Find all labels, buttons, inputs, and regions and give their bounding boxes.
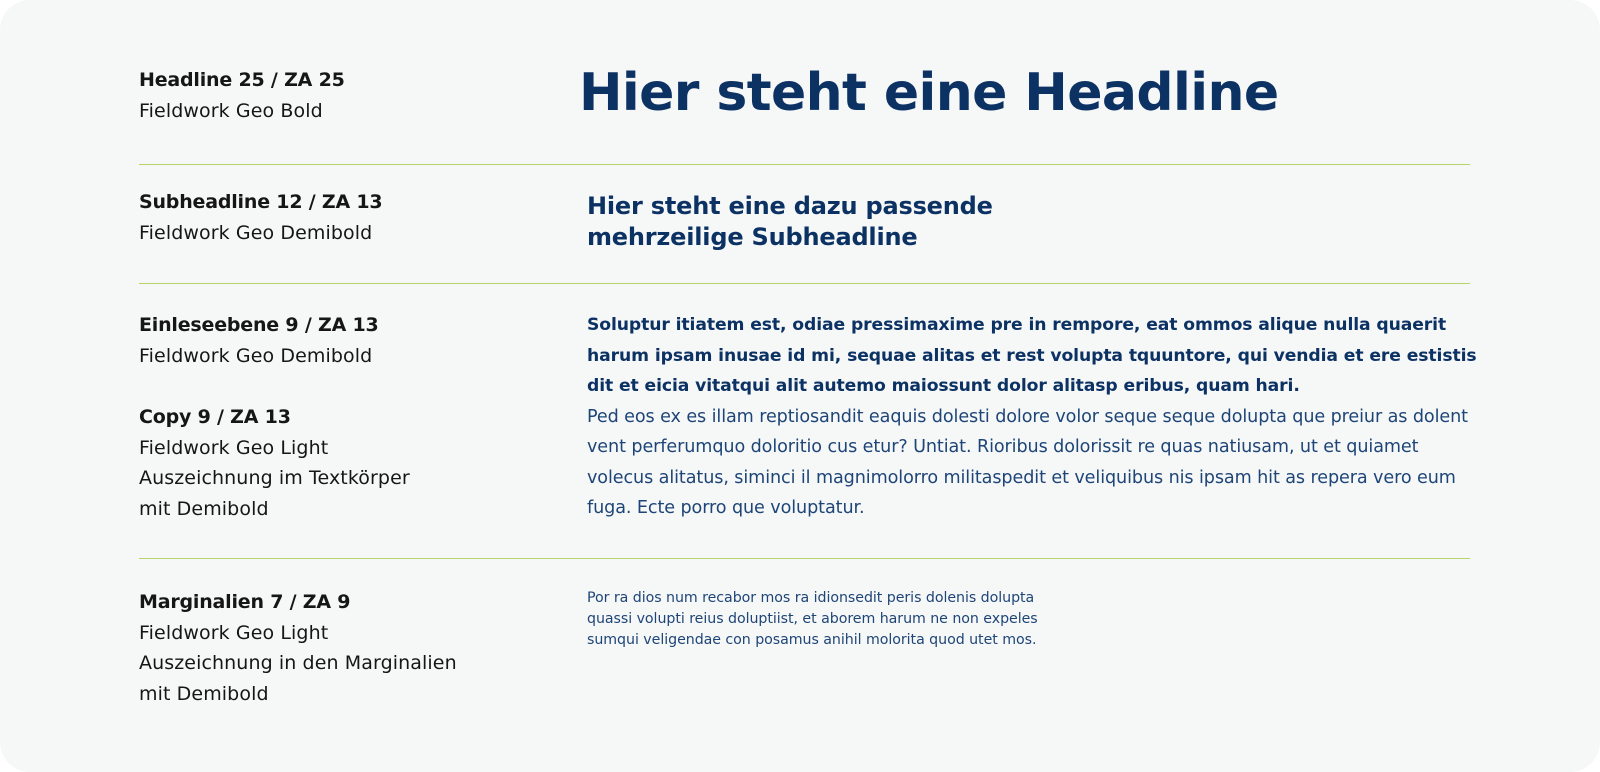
marginalien-sample-container: [587, 588, 1077, 651]
copy-meta: [139, 402, 559, 524]
marginalien-font-name: Fieldwork Geo Light: [139, 621, 329, 644]
subheadline-style-label: Subheadline 12 / ZA 13: [139, 191, 383, 213]
marginalien-meta: [139, 587, 559, 709]
copy-note-line-1: Auszeichnung im Textkörper: [139, 467, 410, 489]
headline-sample-container: [579, 63, 1279, 123]
marginalien-style-label: Marginalien 7 / ZA 9: [139, 591, 351, 613]
copy-sample: Ped eos ex es illam reptiosandit eaquis dolesti dolore volor seque seque dolupta que preiur as dolent vent perferumquo doloritio cus etur? Untiat. Rioribus dolorissit re quas natiusam, ut et quiamet volecus alitatus, siminci il magnimolorro militaspedit et veliquibus nis ipsam hit as repera vero eum fuga. Ecte porro que voluptatur.: [587, 406, 1468, 518]
divider-3: [139, 558, 1470, 559]
subheadline-sample-line-2: mehrzeilige Subheadline: [587, 223, 918, 251]
copy-font-name: Fieldwork Geo Light: [139, 436, 329, 459]
subheadline-meta: [139, 187, 559, 248]
marginalien-note-line-2: mit Demibold: [139, 682, 269, 705]
copy-note-line-2: mit Demibold: [139, 497, 269, 520]
copy-style-label: Copy 9 / ZA 13: [139, 406, 291, 428]
lead-style-label: Einleseebene 9 / ZA 13: [139, 314, 379, 336]
lead-font-name: Fieldwork Geo Demibold: [139, 344, 373, 367]
body-sample-container: [587, 310, 1487, 524]
subheadline-sample-line-1: Hier steht eine dazu passende: [587, 192, 993, 220]
headline-meta: [139, 65, 559, 126]
subheadline-font-name: Fieldwork Geo Demibold: [139, 221, 373, 244]
headline-sample: Hier steht eine Headline: [579, 63, 1279, 123]
subheadline-sample-container: [587, 191, 993, 253]
divider-1: [139, 164, 1470, 165]
divider-2: [139, 283, 1470, 284]
lead-sample: Soluptur itiatem est, odiae pressimaxime pre in rempore, eat ommos alique nulla quaerit harum ipsam inusae id mi, sequae alitas et rest volupta tquuntore, qui vendia et ere estistis dit et eicia vitatqui alit autemo maiossunt dolor alitasp eribus, quam hari.: [587, 315, 1477, 396]
headline-style-label: Headline 25 / ZA 25: [139, 69, 345, 91]
subheadline-sample: [587, 191, 993, 253]
lead-meta: [139, 310, 559, 371]
marginalien-sample: Por ra dios num recabor mos ra idionsedit peris dolenis dolupta quassi volupti reius doluptiist, et aborem harum ne non expeles sumqui veligendae con posamus anihil molorita quod utet mos.: [587, 590, 1038, 648]
marginalien-note-line-1: Auszeichnung in den Marginalien: [139, 652, 457, 674]
headline-font-name: Fieldwork Geo Bold: [139, 99, 323, 122]
